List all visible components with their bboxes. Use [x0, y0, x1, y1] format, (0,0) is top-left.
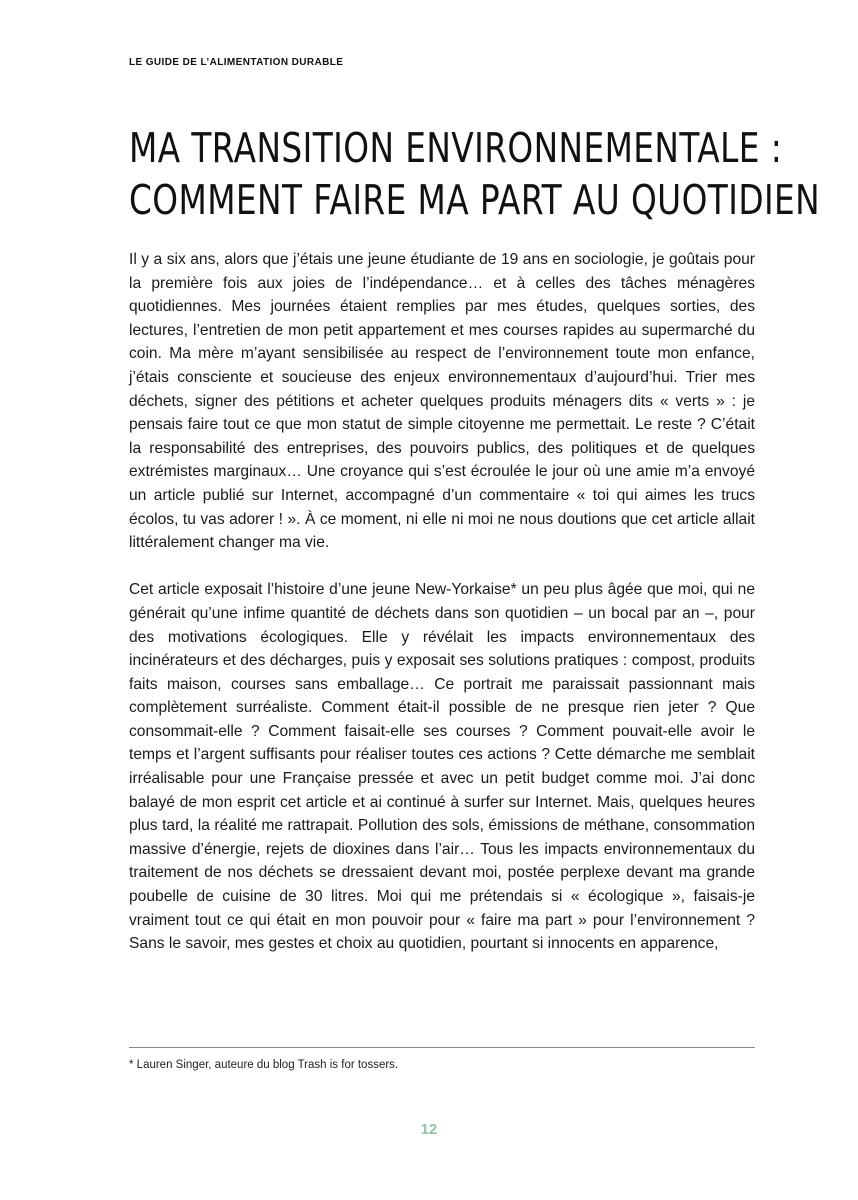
chapter-title [129, 122, 821, 226]
footnote-divider [129, 1047, 755, 1048]
paragraph-2: Cet article exposait l’histoire d’une jeune New-Yorkaise* un peu plus âgée que moi, qui ne générait qu’une infime quantité de déchets dans son quotidien – un bocal par an –, pour des motivations écologiques. Elle y révélait les impacts environnementaux des incinérateurs et des décharges, puis y exposait ses solutions pratiques : compost, produits faits maison, courses sans emballage… Ce portrait me paraissait passionnant mais complètement surréaliste. Comment était-il possible de ne presque rien jeter ? Que consommait-elle ? Comment faisait-elle ses courses ? Comment pouvait-elle avoir le temps et l’argent suffisants pour réaliser toutes ces actions ? Cette démarche me semblait irréalisable pour une Française pressée et avec un petit budget comme moi. J’ai donc balayé de mon esprit cet article et ai continué à surfer sur Internet. Mais, quelques heures plus tard, la réalité me rattrapait. Pollution des sols, émissions de méthane, consommation massive d’énergie, rejets de dioxines dans l’air… Tous les impacts environnementaux du traitement de nos déchets se dressaient devant moi, postée perplexe devant ma grande poubelle de cuisine de 30 litres. Moi qui me prétendais si « écologique », faisais-je vraiment tout ce qui était en mon pouvoir pour « faire ma part » pour l’environnement ? Sans le savoir, mes gestes et choix au quotidien, pourtant si innocents en apparence, [129, 581, 755, 953]
body-text [129, 248, 755, 979]
running-header: LE GUIDE DE L’ALIMENTATION DURABLE [129, 57, 344, 68]
chapter-title-line-1: MA TRANSITION ENVIRONNEMENTALE : [129, 124, 783, 172]
paragraph-1: Il y a six ans, alors que j’étais une jeune étudiante de 19 ans en sociologie, je goûtais pour la première fois aux joies de l’indépendance… et à celles des tâches ménagères quotidiennes. Mes journées étaient remplies par mes études, quelques sorties, des lectures, l’entretien de mon petit appartement et mes courses rapides au supermarché du coin. Ma mère m’ayant sensibilisée au respect de l’environnement toute mon enfance, j’étais consciente et soucieuse des enjeux environnementaux d’aujourd’hui. Trier mes déchets, signer des pétitions et acheter quelques produits ménagers dits « verts » : je pensais faire tout ce que mon statut de simple citoyenne me permettait. Le reste ? C’était la responsabilité des entreprises, des pouvoirs publics, des politiques et de quelques extrémistes marginaux… Une croyance qui s’est écroulée le jour où une amie m’a envoyé un article publié sur Internet, accompagné d’un commentaire « toi qui aimes les trucs écolos, tu vas adorer ! ». À ce moment, ni elle ni moi ne nous doutions que cet article allait littéralement changer ma vie. [129, 251, 755, 552]
page-number: 12 [420, 1121, 438, 1138]
chapter-title-line-2: COMMENT FAIRE MA PART AU QUOTIDIEN [129, 176, 821, 224]
footnote: * Lauren Singer, auteure du blog Trash is for tossers. [129, 1059, 399, 1071]
